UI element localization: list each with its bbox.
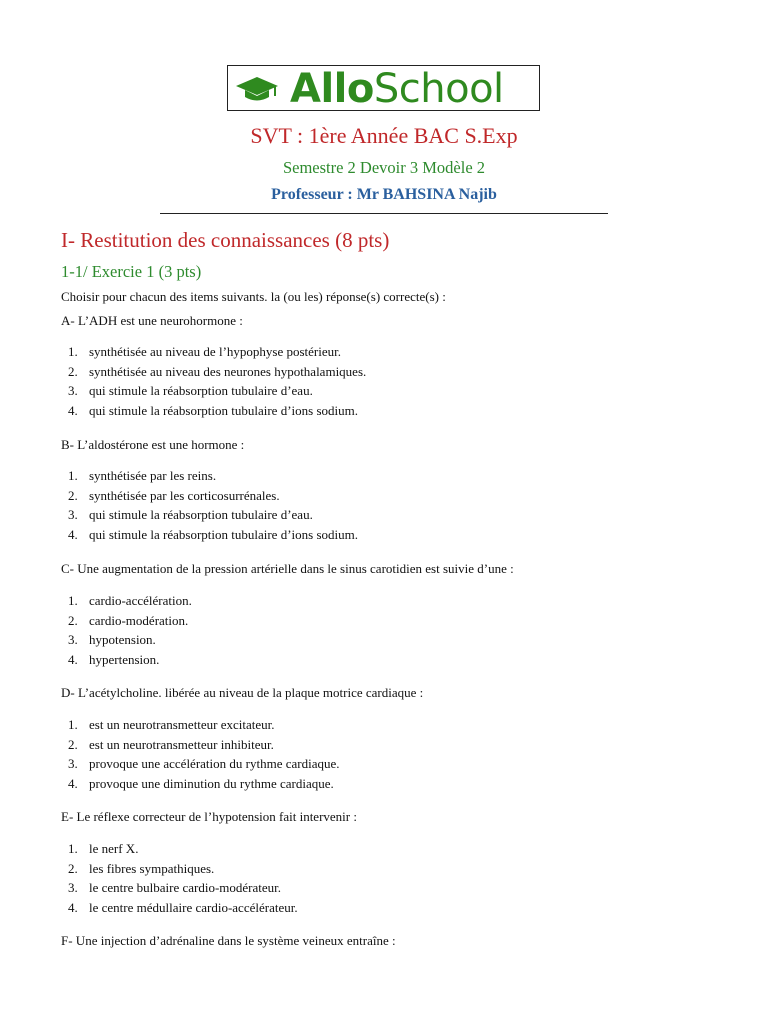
option-number: 2. (68, 487, 78, 503)
question-c-stem: C- Une augmentation de la pression artérielle dans le sinus carotidien est suivie d’une : (61, 561, 514, 576)
option-text: le centre médullaire cardio-accélérateur. (89, 900, 298, 916)
option-text: hypotension. (89, 632, 156, 648)
document-title: SVT : 1ère Année BAC S.Exp (250, 123, 518, 148)
option-text: synthétisée au niveau des neurones hypothalamiques. (89, 363, 367, 379)
option-text: qui stimule la réabsorption tubulaire d’eau. (89, 507, 313, 523)
option-number: 4. (68, 652, 78, 668)
option-number: 2. (68, 736, 78, 752)
option-text: provoque une accélération du rythme cardiaque. (89, 756, 340, 772)
question-d-stem: D- L’acétylcholine. libérée au niveau de la plaque motrice cardiaque : (61, 685, 424, 700)
option-text: cardio-modération. (89, 612, 189, 628)
option-number: 3. (68, 880, 78, 896)
option-number: 4. (68, 900, 78, 916)
option-text: provoque une diminution du rythme cardiaque. (89, 776, 334, 792)
option-number: 1. (68, 344, 78, 359)
option-text: hypertension. (89, 652, 160, 668)
professor-name: Professeur : Mr BAHSINA Najib (271, 186, 497, 203)
graduation-cap-icon (234, 75, 280, 103)
option-number: 3. (68, 383, 78, 399)
option-number: 1. (68, 593, 78, 608)
option-text: les fibres sympathiques. (89, 860, 215, 876)
option-number: 4. (68, 527, 78, 543)
logo-wordmark (290, 66, 504, 112)
logo-school-text: School (373, 66, 504, 112)
option-number: 2. (68, 860, 78, 876)
document-subtitle: Semestre 2 Devoir 3 Modèle 2 (282, 158, 486, 177)
option-text: synthétisée par les reins. (89, 468, 217, 483)
option-number: 1. (68, 841, 78, 856)
option-number: 2. (68, 363, 78, 379)
question-b-stem: B- L’aldostérone est une hormone : (61, 437, 245, 452)
option-number: 2. (68, 612, 78, 628)
option-number: 4. (68, 776, 78, 792)
question-f-stem: F- Une injection d’adrénaline dans le système veineux entraîne : (61, 933, 396, 948)
alloschool-logo (227, 65, 540, 111)
option-number: 3. (68, 507, 78, 523)
option-text: qui stimule la réabsorption tubulaire d’ions sodium. (89, 403, 358, 419)
header-divider (160, 213, 608, 214)
option-number: 3. (68, 632, 78, 648)
question-e-stem: E- Le réflexe correcteur de l’hypotension fait intervenir : (61, 809, 357, 824)
option-text: est un neurotransmetteur inhibiteur. (89, 736, 274, 752)
logo-allo-text: Allo (290, 66, 374, 112)
option-text: qui stimule la réabsorption tubulaire d’ions sodium. (89, 527, 358, 543)
option-text: qui stimule la réabsorption tubulaire d’eau. (89, 383, 313, 399)
option-text: synthétisée au niveau de l’hypophyse postérieur. (89, 344, 341, 359)
option-number: 4. (68, 403, 78, 419)
option-number: 1. (68, 468, 78, 483)
option-text: le centre bulbaire cardio-modérateur. (89, 880, 282, 896)
subsection-title: 1-1/ Exercie 1 (3 pts) (61, 262, 202, 281)
option-number: 3. (68, 756, 78, 772)
option-text: cardio-accélération. (89, 593, 192, 608)
instruction-text: Choisir pour chacun des items suivants. la (ou les) réponse(s) correcte(s) : (61, 289, 446, 304)
option-text: synthétisée par les corticosurrénales. (89, 487, 280, 503)
question-a-stem: A- L’ADH est une neurohormone : (61, 313, 243, 328)
section-title: I- Restitution des connaissances (8 pts) (61, 228, 390, 252)
option-text: le nerf X. (89, 841, 139, 856)
option-number: 1. (68, 717, 78, 732)
option-text: est un neurotransmetteur excitateur. (89, 717, 275, 732)
